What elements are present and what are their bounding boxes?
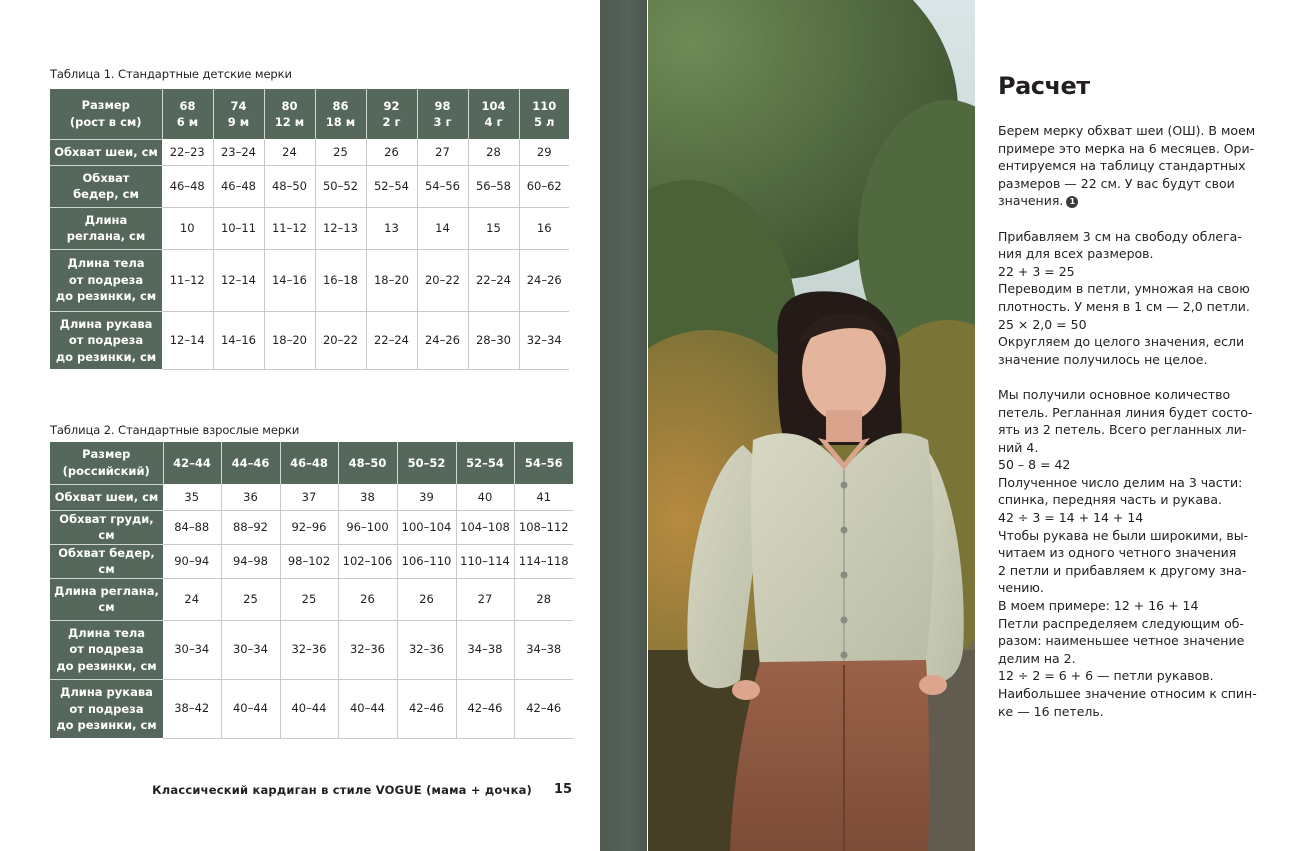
cell-line: 9 м [227, 115, 250, 129]
table1-size-column [315, 89, 366, 139]
table-cell: 84–88 [163, 510, 221, 544]
row-label [50, 510, 163, 544]
text-line: 42 ÷ 3 = 14 + 14 + 14 [998, 510, 1144, 526]
table-cell: 38–42 [163, 679, 221, 738]
table-cell: 106–110 [397, 544, 456, 578]
table-cell: 10 [162, 207, 213, 249]
table-cell: 23–24 [213, 139, 264, 165]
paragraph [998, 386, 1256, 720]
cell-line: Размер [82, 447, 131, 462]
table-cell: 20–22 [315, 311, 366, 369]
table-cell: 28 [468, 139, 519, 165]
table-cell: 25 [280, 578, 338, 620]
table2-size-column: 42–44 [163, 442, 221, 484]
table-cell: 28 [514, 578, 573, 620]
text-line: ний 4. [998, 439, 1039, 455]
section-heading: Расчет [998, 72, 1090, 100]
row-label [50, 679, 163, 738]
cell-line: до резинки, см [56, 658, 157, 673]
text-line: Чтобы рукава не были широкими, вы- [998, 527, 1249, 543]
table-cell: 46–48 [162, 165, 213, 207]
text-line: Петли распределяем следующим об- [998, 615, 1244, 631]
table-cell: 56–58 [468, 165, 519, 207]
page-spine [600, 0, 647, 851]
table-cell: 14–16 [264, 249, 315, 311]
row-label [50, 620, 163, 679]
page-number: 15 [554, 782, 573, 797]
text-line: 12 ÷ 2 = 6 + 6 — петли рукавов. [998, 668, 1214, 684]
cell-line: Обхват бедер, см [58, 545, 155, 576]
table-cell: 32–36 [280, 620, 338, 679]
table-row [50, 207, 569, 249]
text-line: ния для всех размеров. [998, 246, 1154, 262]
text-line: В моем примере: 12 + 16 + 14 [998, 598, 1199, 614]
table-cell: 90–94 [163, 544, 221, 578]
table-cell: 46–48 [213, 165, 264, 207]
table-cell: 22–24 [468, 249, 519, 311]
table-cell: 15 [468, 207, 519, 249]
cell-line: Длина тела [67, 256, 145, 271]
cell-line: от подреза [68, 333, 144, 347]
cell-line: бедер, см [73, 187, 139, 201]
text-line: Наибольшее значение относим к спин- [998, 686, 1257, 701]
cell-line: Обхват груди, см [59, 511, 154, 542]
text-line: ке — 16 петель. [998, 703, 1104, 719]
cell-line: 92 [383, 98, 400, 113]
table-cell: 22–23 [162, 139, 213, 165]
paragraph [998, 228, 1256, 369]
table-row [50, 484, 573, 510]
table-cell: 40 [456, 484, 514, 510]
cell-line: Длина рукава [59, 316, 153, 331]
table-cell: 37 [280, 484, 338, 510]
row-label [50, 311, 162, 369]
text-line: чению. [998, 580, 1044, 596]
table-cell: 52–54 [366, 165, 417, 207]
row-label [50, 249, 162, 311]
table-cell: 16–18 [315, 249, 366, 311]
table-row [50, 249, 569, 311]
table-cell: 48–50 [264, 165, 315, 207]
cell-line: 3 г [433, 115, 452, 129]
table-cell: 104–108 [456, 510, 514, 544]
cell-line: 18 м [325, 115, 356, 129]
table-cell: 28–30 [468, 311, 519, 369]
text-line: 2 петли и прибавляем к другому зна- [998, 562, 1247, 578]
table-cell: 34–38 [514, 620, 573, 679]
table-row [50, 544, 573, 578]
table-row [50, 311, 569, 369]
table-cell: 110–114 [456, 544, 514, 578]
table2-size-column: 44–46 [221, 442, 280, 484]
table-cell: 38 [338, 484, 397, 510]
table2-size-column: 48–50 [338, 442, 397, 484]
table-cell: 34–38 [456, 620, 514, 679]
table1-size-column [213, 89, 264, 139]
cell-line: 104 [481, 98, 506, 113]
table-cell: 12–14 [213, 249, 264, 311]
table1-size-column [417, 89, 468, 139]
table-cell: 22–24 [366, 311, 417, 369]
text-line: петель. Регланная линия будет состо- [998, 404, 1253, 420]
cell-line: 6 м [176, 115, 199, 129]
table-cell: 102–106 [338, 544, 397, 578]
cell-line: 74 [230, 98, 247, 113]
table1-size-column [519, 89, 569, 139]
table-cell: 27 [456, 578, 514, 620]
table-cell: 32–34 [519, 311, 569, 369]
table-cell: 40–44 [221, 679, 280, 738]
table-cell: 26 [338, 578, 397, 620]
table-cell: 96–100 [338, 510, 397, 544]
text-line: Мы получили основное количество [998, 386, 1231, 402]
table2-size-column: 54–56 [514, 442, 573, 484]
note-marker-icon: 1 [1066, 196, 1078, 208]
cell-line: (рост в см) [69, 114, 142, 129]
cell-line: (российский) [62, 463, 150, 478]
table-cell: 94–98 [221, 544, 280, 578]
table1-size-column [366, 89, 417, 139]
text-line: 22 + 3 = 25 [998, 263, 1075, 279]
text-line: 50 – 8 = 42 [998, 457, 1071, 473]
text-line: Полученное число делим на 3 части: [998, 474, 1243, 490]
table-cell: 24–26 [519, 249, 569, 311]
cell-line: от подреза [69, 701, 144, 716]
text-line: читаем из одного четного значения [998, 545, 1237, 561]
table-cell: 39 [397, 484, 456, 510]
table-cell: 30–34 [163, 620, 221, 679]
table-cell: 26 [366, 139, 417, 165]
cell-line: до резинки, см [56, 718, 157, 732]
row-label [50, 578, 163, 620]
text-line: значение получилось не целое. [998, 351, 1208, 367]
table-cell: 18–20 [366, 249, 417, 311]
text-line: значения. 1 [998, 192, 1256, 210]
table-cell: 11–12 [264, 207, 315, 249]
children-size-table [50, 89, 569, 370]
table-cell: 10–11 [213, 207, 264, 249]
table2-size-column: 50–52 [397, 442, 456, 484]
cell-line: от подреза [69, 642, 144, 657]
table-cell: 114–118 [514, 544, 573, 578]
table-cell: 14 [417, 207, 468, 249]
cell-line: Длина рукава [60, 685, 153, 699]
left-page [0, 0, 600, 851]
woman-in-cardigan-photo [648, 0, 975, 851]
table-cell: 54–56 [417, 165, 468, 207]
row-label [50, 139, 162, 165]
table-cell: 24–26 [417, 311, 468, 369]
text-line: 25 × 2,0 = 50 [998, 316, 1087, 332]
table-cell: 100–104 [397, 510, 456, 544]
text-line: Берем мерку обхват шеи (ОШ). В моем [998, 123, 1256, 138]
row-label [50, 544, 163, 578]
cell-line: до резинки, см [55, 349, 157, 364]
cell-line: от подреза [68, 272, 144, 287]
cell-line: 110 [532, 98, 557, 113]
table-cell: 42–46 [514, 679, 573, 738]
text-line: примере это мерка на 6 месяцев. Ори- [998, 140, 1255, 156]
table1-caption: Таблица 1. Стандартные детские мерки [50, 67, 292, 81]
cell-line: до резинки, см [55, 289, 157, 304]
text-line: ять из 2 петель. Всего регланных ли- [998, 422, 1247, 438]
cell-line: 68 [179, 98, 196, 113]
table-cell: 40–44 [338, 679, 397, 738]
table1-size-column [264, 89, 315, 139]
calculation-text [998, 122, 1256, 720]
table-cell: 88–92 [221, 510, 280, 544]
cell-line: 2 г [382, 115, 401, 129]
table-cell: 20–22 [417, 249, 468, 311]
table-cell: 35 [163, 484, 221, 510]
row-label [50, 207, 162, 249]
table-cell: 14–16 [213, 311, 264, 369]
text-line: спинка, передняя часть и рукава. [998, 492, 1222, 508]
table-cell: 24 [264, 139, 315, 165]
table-cell: 50–52 [315, 165, 366, 207]
table-cell: 98–102 [280, 544, 338, 578]
cell-line: Длина [84, 212, 128, 227]
table-row [50, 679, 573, 738]
cell-line: 80 [281, 98, 298, 113]
table-cell: 42–46 [397, 679, 456, 738]
cell-line: Обхват [82, 170, 130, 185]
table-cell: 11–12 [162, 249, 213, 311]
table2-size-column: 46–48 [280, 442, 338, 484]
cell-line: Размер [81, 98, 130, 113]
paragraph [998, 122, 1256, 210]
table-cell: 25 [221, 578, 280, 620]
table-cell: 108–112 [514, 510, 573, 544]
table-cell: 32–36 [338, 620, 397, 679]
table-cell: 16 [519, 207, 569, 249]
table-row [50, 165, 569, 207]
table-cell: 41 [514, 484, 573, 510]
cell-line: Обхват шеи, см [54, 489, 159, 504]
text-line: Округляем до целого значения, если [998, 334, 1245, 350]
row-label [50, 165, 162, 207]
table2-header-size-label [50, 442, 163, 484]
table-cell: 13 [366, 207, 417, 249]
table-cell: 18–20 [264, 311, 315, 369]
table-cell: 42–46 [456, 679, 514, 738]
text-line: Переводим в петли, умножая на свою [998, 281, 1250, 297]
cell-line: 98 [434, 98, 451, 113]
table-row [50, 578, 573, 620]
photo-illustration [648, 0, 975, 851]
text-line: Прибавляем 3 см на свободу облега- [998, 228, 1242, 244]
text-line: плотность. У меня в 1 см — 2,0 петли. [998, 298, 1250, 314]
text-line: ентируемся на таблицу стандартных [998, 158, 1246, 174]
table-cell: 29 [519, 139, 569, 165]
table-cell: 25 [315, 139, 366, 165]
cell-line: Длина реглана, [54, 583, 159, 598]
footer-book-title: Классический кардиган в стиле VOGUE (мама + дочка) [152, 783, 532, 797]
table-cell: 92–96 [280, 510, 338, 544]
cell-line: 12 м [274, 115, 305, 129]
calculation-section [998, 72, 1256, 738]
row-label [50, 484, 163, 510]
table1-size-column [468, 89, 519, 139]
table-cell: 12–14 [162, 311, 213, 369]
table-cell: 12–13 [315, 207, 366, 249]
cell-line: Длина тела [67, 625, 146, 640]
cell-line: см [98, 600, 115, 614]
cell-line: 4 г [484, 115, 503, 129]
cell-line: Обхват шеи, см [54, 144, 158, 159]
table-cell: 36 [221, 484, 280, 510]
table-row [50, 139, 569, 165]
table-cell: 30–34 [221, 620, 280, 679]
table-cell: 27 [417, 139, 468, 165]
table-cell: 60–62 [519, 165, 569, 207]
table-cell: 32–36 [397, 620, 456, 679]
table1-size-column [162, 89, 213, 139]
cell-line: реглана, см [66, 229, 146, 243]
table2-size-column: 52–54 [456, 442, 514, 484]
table1-header-size-label [50, 89, 162, 139]
table-cell: 26 [397, 578, 456, 620]
text-line: размеров — 22 см. У вас будут свои [998, 175, 1235, 191]
cell-line: 5 л [534, 115, 555, 129]
table-row [50, 510, 573, 544]
table2-caption: Таблица 2. Стандартные взрослые мерки [50, 423, 300, 437]
text-line: разом: наименьшее четное значение [998, 633, 1245, 649]
table-cell: 40–44 [280, 679, 338, 738]
cell-line: 86 [332, 98, 349, 113]
adult-size-table [50, 442, 573, 739]
text-line: делим на 2. [998, 650, 1076, 666]
table-row [50, 620, 573, 679]
table-cell: 24 [163, 578, 221, 620]
